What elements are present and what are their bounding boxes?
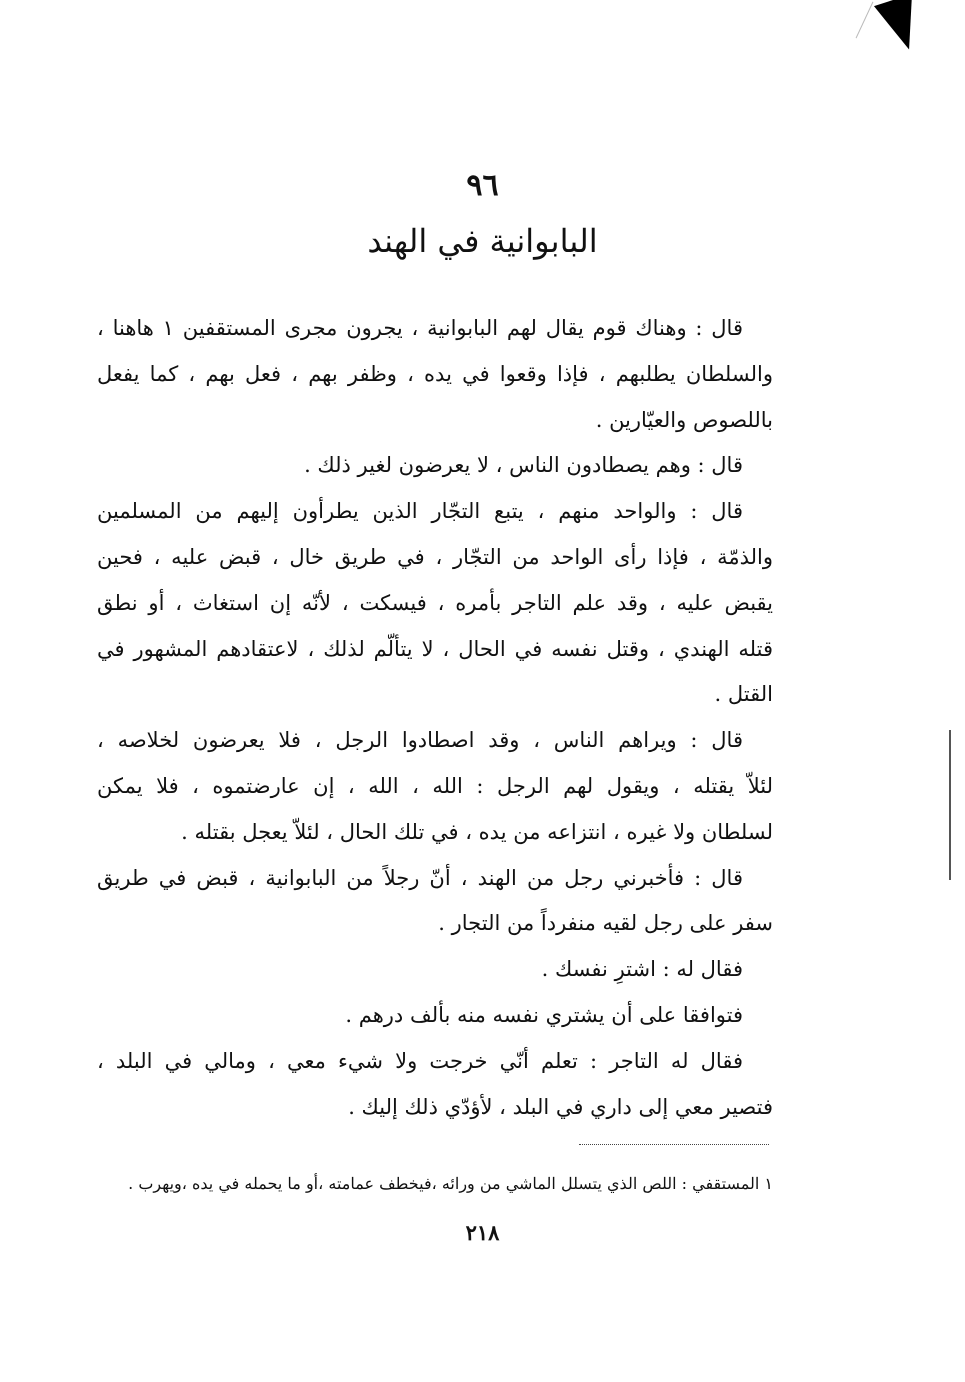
text-line: فقال له : اشترِ نفسك .	[541, 957, 743, 982]
text-line: قال : والواحد منهم ، يتبع التجّار الذين يطرأون إليهم من المسلمين	[97, 499, 743, 524]
footnote: ١ المستقفي : اللص الذي يتسلل الماشي من ورائه ،فيخطف عمامته ،أو ما يحمله في يده ،ويهرب .	[128, 1174, 773, 1193]
footnote-divider	[579, 1144, 769, 1145]
text-line: يقبض عليه ، وقد علم التاجر بأمره ، فيسكت ، لأنّه إن استغاث ، أو نطق	[97, 590, 773, 615]
text-line: باللصوص والعيّارين .	[595, 407, 773, 432]
chapter-number: ٩٦	[466, 168, 499, 203]
text-line: والسلطان يطلبهم ، فإذا وقعوا في يده ، وظفر بهم ، فعل بهم ، كما يفعل	[97, 361, 773, 386]
body-text	[97, 306, 773, 1130]
scan-edge-mark	[949, 730, 951, 880]
text-line: قال : وهم يصطادون الناس ، لا يعرضون لغير ذلك .	[304, 453, 743, 478]
text-line: قتله الهندي ، وقتل نفسه في الحال ، لا يتألّم لذلك ، لاعتقادهم المشهور في	[97, 636, 773, 661]
text-line: فتوافقا على أن يشتري نفسه منه بألف درهم .	[345, 1002, 743, 1027]
text-line: والذمّة ، فإذا رأى الواحد من التجّار ، في طريق خال ، قبض عليه ، فحين	[97, 544, 773, 569]
chapter-title: البابوانية في الهند	[367, 222, 598, 260]
text-line: قال : وهناك قوم يقال لهم البابوانية ، يجرون مجرى المستقفين ١ هاهنا ،	[97, 316, 743, 340]
text-line: سفر على رجل لقيه منفرداً من التجار .	[438, 911, 773, 936]
page-number: ٢١٨	[465, 1220, 500, 1245]
scan-artifact-line	[856, 2, 874, 39]
text-line: فقال له التاجر : تعلم أنّي خرجت ولا شيء معي ، ومالي في البلد ،	[97, 1048, 743, 1073]
text-line: القتل .	[714, 682, 773, 707]
text-line: لئلاّ يقتله ، ويقول لهم الرجل : الله ، الله ، إن عارضتموه ، فلا يمكن	[97, 773, 773, 798]
text-line: قال : ويراهم الناس ، وقد اصطادوا الرجل ، فلا يعرضون لخلاصه ،	[97, 728, 743, 753]
text-line: لسلطان ولا غيره ، انتزاعه من يده ، في تلك الحال ، لئلاّ يعجل بقتله .	[181, 819, 773, 844]
text-line: قال : فأخبرني رجل من الهند ، أنّ رجلاً من البابوانية ، قبض في طريق	[97, 865, 743, 890]
text-line: فتصير معي إلى داري في البلد ، لأؤدّي ذلك إليك .	[348, 1094, 773, 1119]
scan-corner-mark	[874, 0, 928, 56]
